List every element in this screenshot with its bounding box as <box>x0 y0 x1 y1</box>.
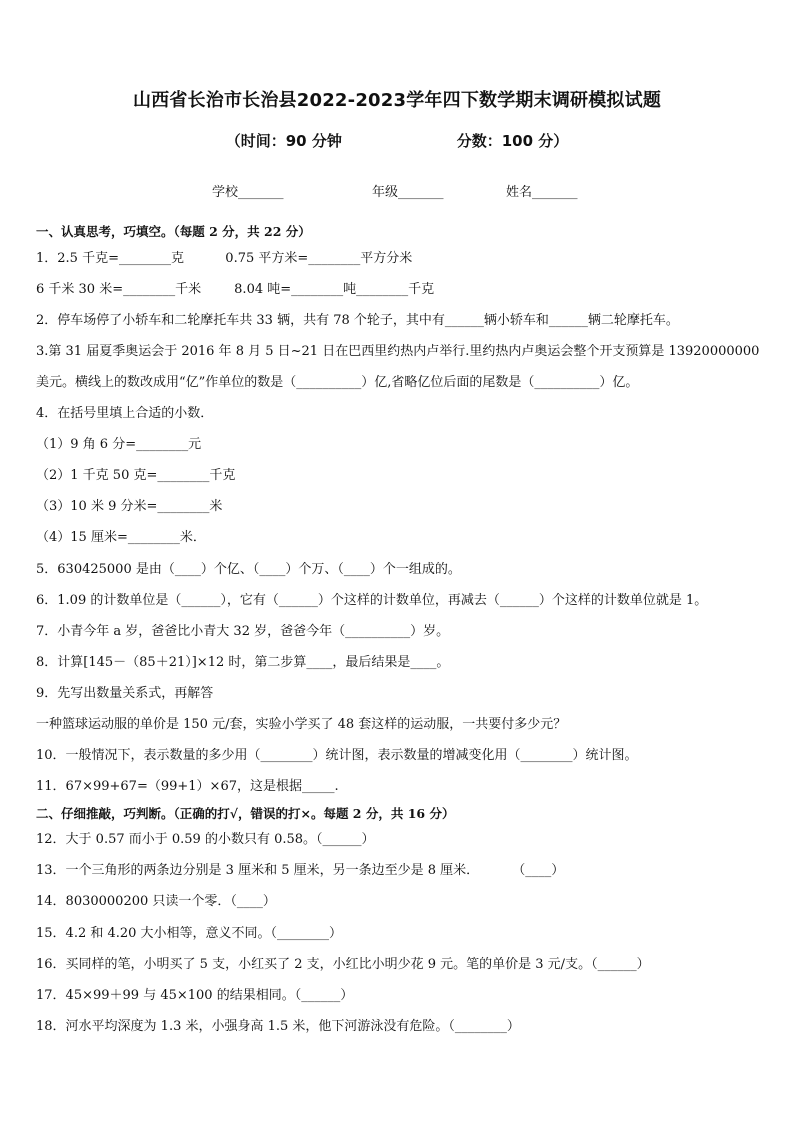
section-heading-fill-blank: 一、认真思考，巧填空。（每题 2 分，共 22 分） <box>36 224 311 239</box>
question-7: 7．小青今年 a 岁，爸爸比小青大 32 岁，爸爸今年（__________）岁。 <box>36 624 450 639</box>
section-heading-true-false: 二、仔细推敲，巧判断。（正确的打√，错误的打×。每题 2 分，共 16 分） <box>36 806 455 821</box>
question-6: 6．1.09 的计数单位是（______），它有（______）个这样的计数单位，再减去（______）个这样的计数单位就是 1。 <box>36 593 708 608</box>
question-4-part-2: （2）1 千克 50 克=________千克 <box>36 468 236 483</box>
question-1-line-1: 1．2.5 千克=________克 0.75 平方米=________平方分米 <box>36 251 413 266</box>
question-4: 4．在括号里填上合适的小数． <box>36 406 214 421</box>
grade-field: 年级_______ <box>372 185 444 200</box>
school-field: 学校_______ <box>212 185 284 200</box>
question-9-body: 一种篮球运动服的单价是 150 元/套，实验小学买了 48 套这样的运动服，一共要付多少元？ <box>36 717 567 732</box>
question-2: 2．停车场停了小轿车和二轮摩托车共 33 辆，共有 78 个轮子，其中有______辆小轿车和______辆二轮摩托车。 <box>36 313 679 328</box>
page-title: 山西省长治市长治县2022-2023学年四下数学期末调研模拟试题 <box>132 90 662 111</box>
question-5: 5．630425000 是由（____）个亿、（____）个万、（____）个一组成的。 <box>36 562 461 577</box>
question-4-part-4: （4）15 厘米=________米． <box>36 530 206 545</box>
name-field: 姓名_______ <box>506 185 578 200</box>
question-18: 18．河水平均深度为 1.3 米，小强身高 1.5 米，他下河游泳没有危险。（________） <box>36 1019 520 1034</box>
question-8: 8．计算[145－（85＋21）]×12 时，第二步算____，最后结果是____。 <box>36 655 450 670</box>
question-1-line-2: 6 千米 30 米=________千米 8.04 吨=________吨________千克 <box>36 282 435 297</box>
question-4-part-3: （3）10 米 9 分米=________米 <box>36 499 223 514</box>
question-3-line-1: 3.第 31 届夏季奥运会于 2016 年 8 月 5 日~21 日在巴西里约热内卢举行.里约热内卢奥运会整个开支预算是 13920000000 <box>36 344 760 359</box>
question-4-part-1: （1）9 角 6 分=________元 <box>36 437 202 452</box>
question-10: 10．一般情况下，表示数量的多少用（________）统计图，表示数量的增减变化用（________）统计图。 <box>36 748 638 763</box>
question-16: 16．买同样的笔，小明买了 5 支，小红买了 2 支，小红比小明少花 9 元。笔的单价是 3 元/支。（______） <box>36 957 650 972</box>
question-3-line-2: 美元。横线上的数改成用“亿”作单位的数是（__________）亿,省略亿位后面的尾数是（__________）亿。 <box>36 375 639 390</box>
question-13: 13．一个三角形的两条边分别是 3 厘米和 5 厘米，另一条边至少是 8 厘米． （____） <box>36 863 565 878</box>
question-9: 9．先写出数量关系式，再解答 <box>36 686 214 701</box>
question-14: 14．8030000200 只读一个零．（____） <box>36 894 276 909</box>
question-15: 15．4.2 和 4.20 大小相等，意义不同。（________） <box>36 926 343 941</box>
exam-time-score: （时间：90 分钟 分数：100 分） <box>225 132 569 150</box>
question-17: 17．45×99＋99 与 45×100 的结果相同。（______） <box>36 988 354 1003</box>
question-11: 11．67×99+67=（99+1）×67，这是根据_____. <box>36 779 339 794</box>
question-12: 12．大于 0.57 而小于 0.59 的小数只有 0.58。（______） <box>36 832 375 847</box>
